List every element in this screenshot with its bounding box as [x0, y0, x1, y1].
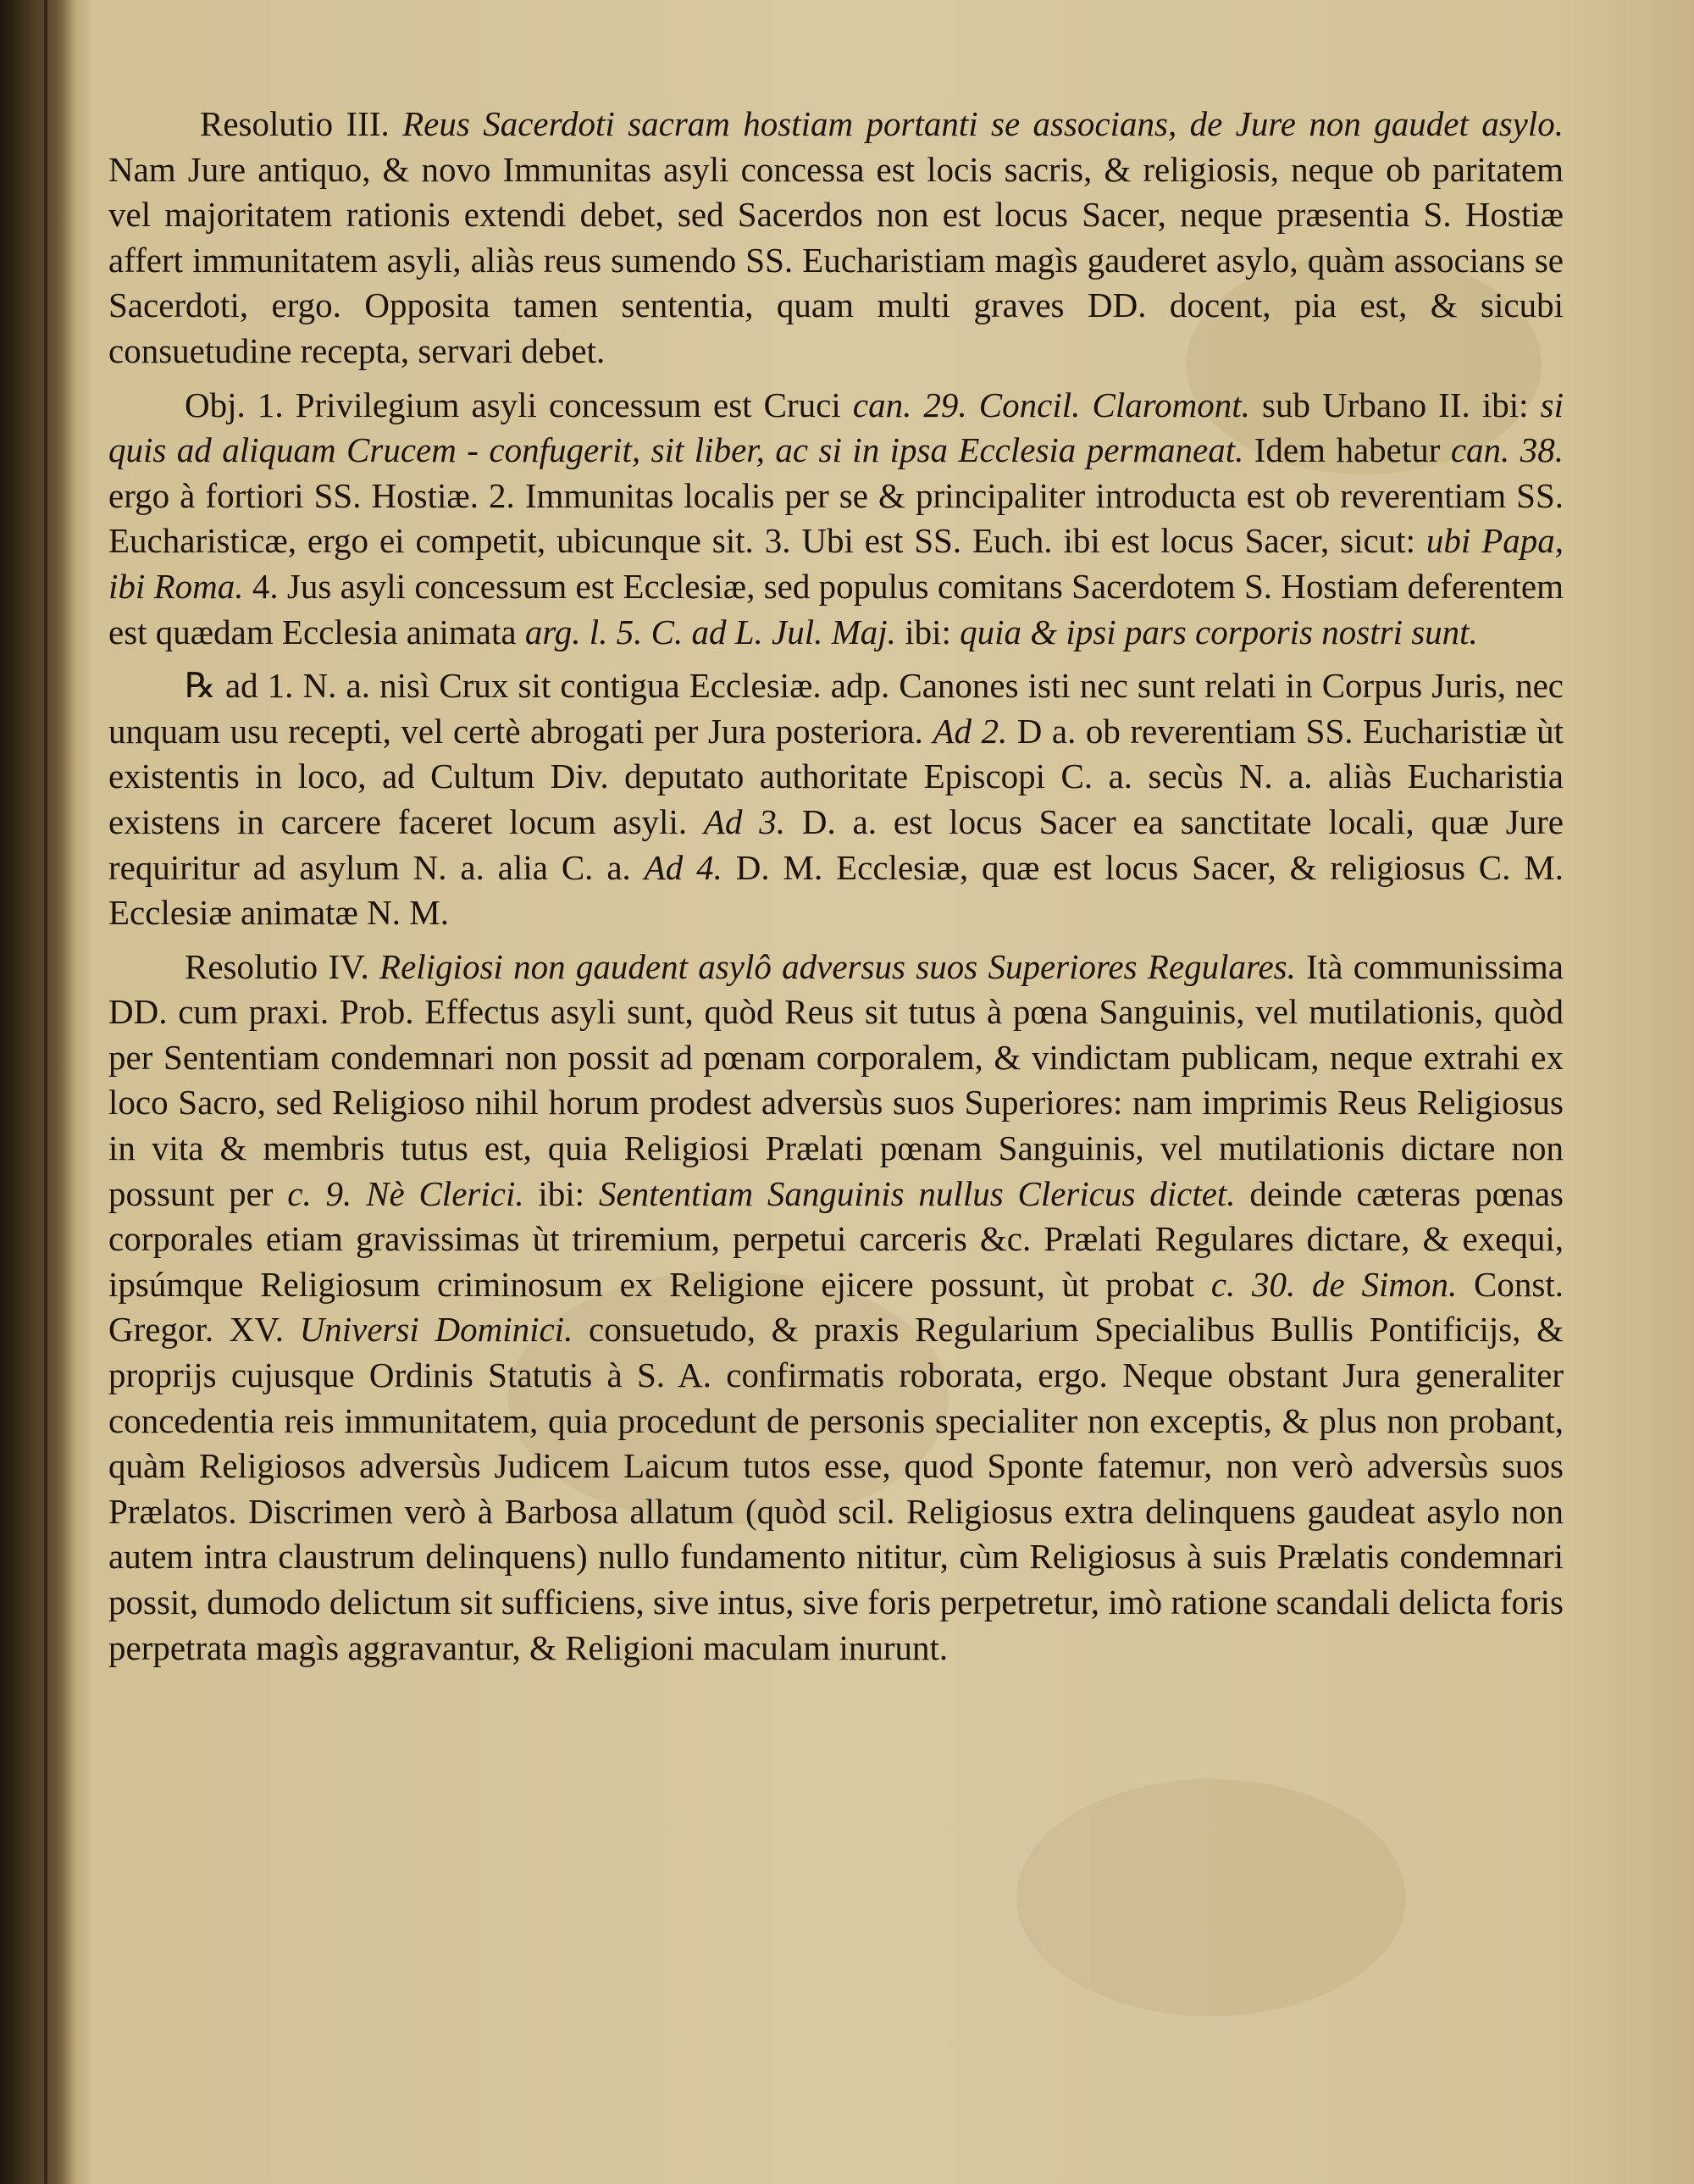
text-segment-italic: Religiosi non gaudent asylô adversus suos Superiores Regulares.	[379, 946, 1296, 986]
text-segment: Obj. 1. Privilegium asyli concessum est Cruci	[185, 385, 853, 424]
text-segment: Idem habetur	[1243, 430, 1451, 470]
text-segment: Resolutio IV.	[185, 946, 380, 986]
paper-stain	[1016, 1779, 1406, 2016]
text-segment: 4. Jus asyli concessum est Ecclesiæ, sed populus comitans Sacerdotem S. Hostiam deferentem est quædam Ecclesia animata	[108, 566, 1564, 651]
page-edge	[44, 0, 47, 2184]
text-segment: sub Urbano II. ibi:	[1249, 385, 1541, 424]
paragraph-responses	[108, 663, 1564, 936]
text-segment-italic: Ad 2.	[933, 711, 1008, 751]
text-segment: D a. ob reverentiam SS. Eucharistiæ ùt existentis in loco, ad Cultum Div. deputato authoritate Episcopi C. a. secùs N. a. aliàs Eucharistia existens in carcere faceret locum asyli.	[108, 711, 1564, 841]
text-segment: ergo à fortiori SS. Hostiæ. 2. Immunitas localis per se & principaliter introducta est ob reverentiam SS. Eucharisticæ, ergo ei competit, ubicunque sit. 3. Ubi est SS. Euch. ibi est locus Sacer, sicut:	[108, 475, 1564, 561]
text-segment-italic: Reus Sacerdoti sacram hostiam portanti se associans, de Jure non gaudet asylo.	[402, 104, 1564, 143]
text-segment-italic: can. 38.	[1450, 430, 1564, 470]
text-segment-italic: arg. l. 5. C. ad L. Jul. Maj.	[524, 612, 896, 651]
text-segment: Ità communissima DD. cum praxi. Prob. Effectus asyli sunt, quòd Reus sit tutus à pœna Sanguinis, vel mutilationis, quòd per Sententiam condemnari non possit ad pœnam corporalem, & vindictam publicam, neque extrahi ex loco Sacro, sed Religioso nihil horum prodest adversùs suos Superiores: nam imprimis Reus Religiosus in vita & membris tutus est, quia Religiosi Prælati pœnam Sanguinis, vel mutilationis dictare non possunt per	[108, 946, 1564, 1213]
text-segment-italic: si quis ad aliquam Crucem - confugerit, sit liber, ac si in ipsa Ecclesia permaneat.	[108, 385, 1564, 470]
text-segment: D. a. est locus Sacer ea sanctitate locali, quæ Jure requiritur ad asylum N. a. alia C. a.	[108, 801, 1564, 887]
page-body	[108, 102, 1564, 1679]
text-segment-italic: quia & ipsi pars corporis nostri sunt.	[960, 612, 1478, 651]
paragraph-objections	[108, 383, 1564, 656]
text-segment-italic: ubi Papa, ibi Roma.	[108, 521, 1564, 606]
text-segment-italic: Ad 3.	[703, 801, 786, 841]
paragraph-resolutio-iv	[108, 945, 1564, 1671]
text-segment: consuetudo, & praxis Regularium Specialibus Bullis Pontificijs, & proprijs cujusque Ordinis Statutis à S. A. confirmatis roborata, ergo. Neque obstant Jura generaliter concedentia reis immunitatem, quia procedunt de personis specialiter non exceptis, & plus non probant, quàm Religiosos adversùs Judicem Laicum tutos esse, quod Sponte fatemur, non verò adversùs suos Prælatos. Discrimen verò à Barbosa allatum (quòd scil. Religiosus extra delinquens gaudeat asylo non autem intra claustrum delinquens) nullo fundamento nititur, cùm Religiosus à suis Prælatis condemnari possit, dumodo delictum sit sufficiens, sive intus, sive foris perpetretur, imò ratione scandali delicta foris perpetrata magìs aggravantur, & Religioni maculam inurunt.	[108, 1310, 1564, 1667]
book-gutter	[0, 0, 76, 2184]
text-segment-italic: can. 29. Concil. Claromont.	[852, 385, 1250, 424]
text-segment-italic: Universi Dominici.	[299, 1310, 573, 1350]
text-segment: Nam Jure antiquo, & novo Immunitas asyli concessa est locis sacris, & religiosis, neque ob paritatem vel majoritatem rationis extendi debet, sed Sacerdos non est locus Sacer, neque præsentia S. Hostiæ affert immunitatem asyli, aliàs reus sumendo SS. Eucharistiam magìs gauderet asylo, quàm associans se Sacerdoti, ergo. Opposita tamen sententia, quam multi graves DD. docent, pia est, & sicubi consuetudine recepta, servari debet.	[108, 149, 1564, 370]
paragraph-resolutio-iii	[108, 102, 1564, 374]
text-segment: Const. Gregor. XV.	[108, 1264, 1564, 1350]
text-segment: ibi:	[895, 612, 960, 651]
text-segment: D. M. Ecclesiæ, quæ est locus Sacer, & religiosus C. M. Ecclesiæ animatæ N. M.	[108, 847, 1564, 933]
text-segment-italic: c. 30. de Simon.	[1210, 1264, 1458, 1304]
text-segment: ibi:	[523, 1173, 599, 1213]
text-segment-italic: Ad 4.	[644, 847, 722, 887]
text-segment-italic: Sententiam Sanguinis nullus Clericus dictet.	[598, 1173, 1236, 1213]
text-segment-italic: c. 9. Nè Clerici.	[287, 1173, 524, 1213]
text-segment: Resolutio III.	[200, 104, 403, 143]
text-segment: ℞ ad 1. N. a. nisì Crux sit contigua Ecclesiæ. adp. Canones isti nec sunt relati in Corpus Juris, nec unquam usu recepti, vel certè abrogati per Jura posteriora.	[108, 666, 1564, 751]
text-segment: deinde cæteras pœnas corporales etiam gravissimas ùt triremium, perpetui carceris &c. Prælati Regulares dictare, & exequi, ipsúmque Religiosum criminosum ex Religione ejicere possunt, ùt probat	[108, 1173, 1564, 1304]
